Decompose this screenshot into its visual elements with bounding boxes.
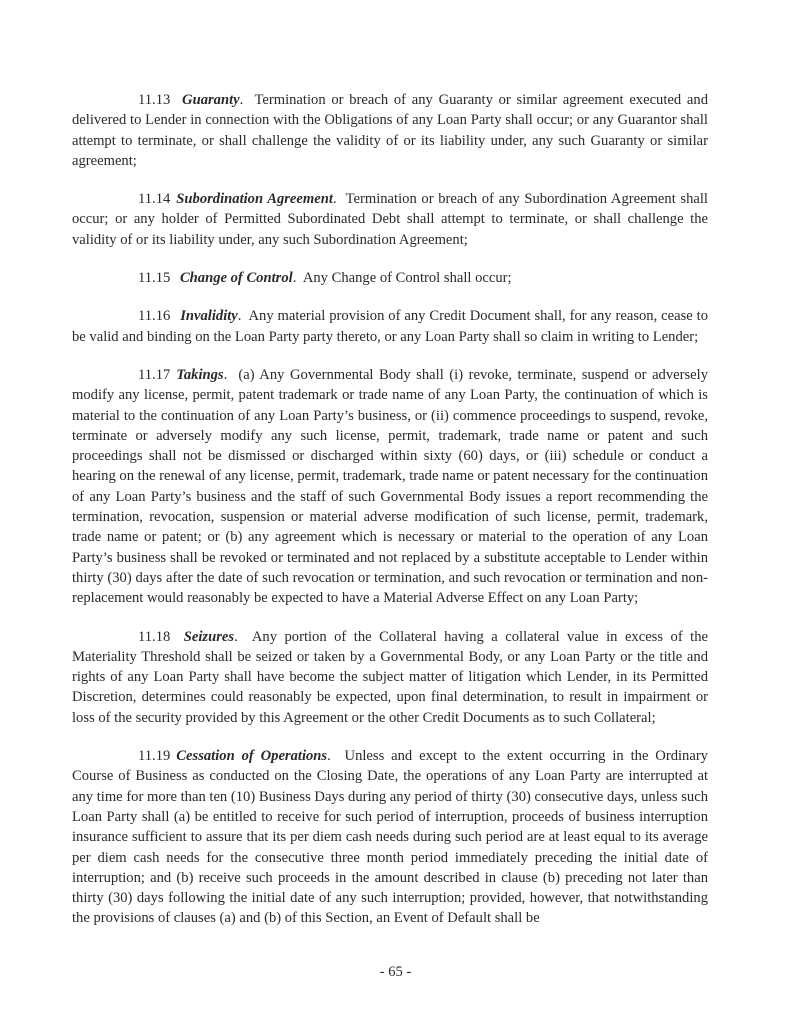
page-number: - 65 - <box>379 964 412 980</box>
section-11-16: 11.16 Invalidity. Any material provision of any Credit Document shall, for any reason, cease to be valid and binding on the Loan Party party thereto, or any Loan Party shall so claim in writing to Lender; <box>72 308 709 345</box>
section-11-13: 11.13 Guaranty. Termination or breach of any Guaranty or similar agreement executed and delivered to Lender in connection with the Obligations of any Loan Party shall occur; or any Guarantor shall attempt to terminate, or shall challenge the validity of or its liability under, any such Guaranty or similar agreement; <box>72 92 708 169</box>
section-number: 11.19 <box>138 748 171 765</box>
section-heading: Guaranty <box>182 92 240 108</box>
section-number: 11.15 <box>138 270 171 287</box>
section-11-19: 11.19 Cessation of Operations. Unless and except to the extent occurring in the Ordinary Course of Business as conducted on the Closing Date, the operations of any Loan Party are interrupted at any time for more than ten (10) Business Days during any period of thirty (30) consecutive days, unless such Loan Party shall (a) be entitled to receive for such period of interruption, proceeds of business interruption insurance sufficient to assure that its per diem cash needs during such period are at least equal to its average per diem cash needs for the consecutive three month period immediately preceding the initial date of interruption; and (b) receive such proceeds in the amount described in clause (b) preceding not later than thirty (30) days following the initial date of any such interruption; provided, however, that notwithstanding the provisions of clauses (a) and (b) of this Section, an Event of Default shall be <box>72 748 708 927</box>
section-11-18: 11.18 Seizures. Any portion of the Collateral having a collateral value in excess of the Materiality Threshold shall be seized or taken by a Governmental Body, or any Loan Party or the title and rights of any Loan Party shall have become the subject matter of litigation which Lender, in its Permitted Discretion, determines could reasonably be expected, upon final determination, to result in impairment or loss of the security provided by this Agreement or the other Credit Documents as to such Collateral; <box>72 628 708 726</box>
section-text: Any material provision of any Credit Document shall, for any reason, cease to be valid and binding on the Loan Party party thereto, or any Loan Party shall so claim in writing to Lender; <box>72 308 709 345</box>
section-heading: Change of Control <box>179 270 293 287</box>
section-heading: Seizures <box>183 628 235 645</box>
section-number: 11.14 <box>138 191 171 208</box>
section-heading: Invalidity <box>180 308 238 325</box>
section-text: Termination or breach of any Guaranty or similar agreement executed and delivered to Lender in connection with the Obligations of any Loan Party shall occur; or any Guarantor shall attempt to terminate, or shall challenge the validity of or its liability under, any such Guaranty or similar agreement; <box>72 92 708 169</box>
section-11-15: 11.15 Change of Control. Any Change of Control shall occur; <box>138 270 512 287</box>
section-number: 11.17 <box>138 366 171 383</box>
section-11-17: 11.17 Takings. (a) Any Governmental Body shall (i) revoke, terminate, suspend or adversely modify any license, permit, patent trademark or trade name of any Loan Party, the continuation of which is material to the continuation of any Loan Party’s business, or (ii) commence proceedings to suspend, revoke, terminate or adversely modify any such license, permit, trademark, trade name or patent and such proceedings shall not be dismissed or discharged within sixty (60) days, or (iii) schedule or conduct a hearing on the renewal of any license, permit, trademark, trade name or patent necessary for the continuation of any Loan Party’s business and the staff of such Governmental Body issues a report recommending the termination, revocation, suspension or material adverse modification of such license, permit, trademark, trade name or patent; or (b) any agreement which is necessary or material to the operation of any Loan Party’s business shall be revoked or terminated and not replaced by a substitute acceptable to Lender within thirty (30) days after the date of such revocation or termination, and such revocation or termination and non-replacement would reasonably be expected to have a Material Adverse Effect on any Loan Party; <box>72 366 708 607</box>
section-heading: Subordination Agreement <box>176 191 333 208</box>
section-text: Unless and except to the extent occurring in the Ordinary Course of Business as conducted on the Closing Date, the operations of any Loan Party are interrupted at any time for more than ten (10) Business Days during any period of thirty (30) consecutive days, unless such Loan Party shall (a) be entitled to receive for such period of interruption, proceeds of business interruption insurance sufficient to assure that its per diem cash needs during such period are at least equal to its average per diem cash needs for the consecutive three month period immediately preceding the initial date of interruption; and (b) receive such proceeds in the amount described in clause (b) preceding not later than thirty (30) days following the initial date of any such interruption; provided, however, that notwithstanding the provisions of clauses (a) and (b) of this Section, an Event of Default shall be <box>72 748 708 927</box>
section-text: Termination or breach of any Subordination Agreement shall occur; or any holder of Permitted Subordinated Debt shall attempt to terminate, or shall challenge the validity of or its liability under, any such Subordination Agreement; <box>72 191 708 248</box>
section-text: Any Change of Control shall occur; <box>302 270 512 287</box>
document-page <box>72 90 708 947</box>
section-number: 11.13 <box>138 92 171 108</box>
section-number: 11.16 <box>138 308 171 325</box>
section-11-14: 11.14 Subordination Agreement. Termination or breach of any Subordination Agreement shall occur; or any holder of Permitted Subordinated Debt shall attempt to terminate, or shall challenge the validity of or its liability under, any such Subordination Agreement; <box>72 191 708 248</box>
section-heading: Takings <box>176 366 224 383</box>
section-text: Any portion of the Collateral having a collateral value in excess of the Materiality Threshold shall be seized or taken by a Governmental Body, or any Loan Party or the title and rights of any Loan Party shall have become the subject matter of litigation which Lender, in its Permitted Discretion, determines could reasonably be expected, upon final determination, to result in impairment or loss of the security provided by this Agreement or the other Credit Documents as to such Collateral; <box>72 628 708 726</box>
section-heading: Cessation of Operations <box>176 748 328 765</box>
section-text: (a) Any Governmental Body shall (i) revoke, terminate, suspend or adversely modify any license, permit, patent trademark or trade name of any Loan Party, the continuation of which is material to the continuation of any Loan Party’s business, or (ii) commence proceedings to suspend, revoke, terminate or adversely modify any such license, permit, trademark, trade name or patent and such proceedings shall not be dismissed or discharged within sixty (60) days, or (iii) schedule or conduct a hearing on the renewal of any license, permit, trademark, trade name or patent necessary for the continuation of any Loan Party’s business and the staff of such Governmental Body issues a report recommending the termination, revocation, suspension or material adverse modification of such license, permit, trademark, trade name or patent; or (b) any agreement which is necessary or material to the operation of any Loan Party’s business shall be revoked or terminated and not replaced by a substitute acceptable to Lender within thirty (30) days after the date of such revocation or termination, and such revocation or termination and non-replacement would reasonably be expected to have a Material Adverse Effect on any Loan Party; <box>72 366 708 607</box>
section-number: 11.18 <box>138 628 171 645</box>
